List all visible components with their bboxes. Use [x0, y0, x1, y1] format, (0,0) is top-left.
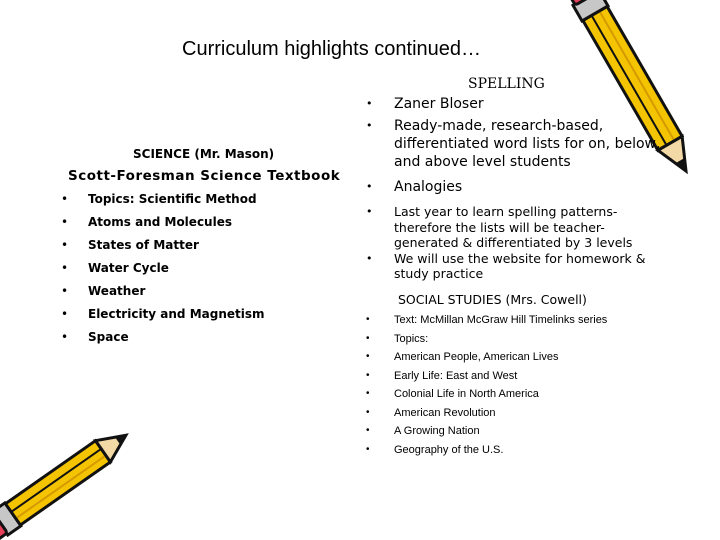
list-item: • We will use the website for homework & study practice: [366, 251, 666, 282]
list-item: • Topics: Scientific Method: [58, 192, 265, 215]
list-item: • Last year to learn spelling patterns- therefore the lists will be teacher-generated & differentiated by 3 levels: [366, 204, 666, 251]
list-item: • Water Cycle: [58, 261, 265, 284]
spelling-heading: SPELLING: [468, 76, 545, 92]
list-item: • Text: McMillan McGraw Hill Timelinks series: [366, 311, 607, 330]
spelling-list: [366, 95, 666, 282]
list-item: • Atoms and Molecules: [58, 215, 265, 238]
list-item: • Geography of the U.S.: [366, 441, 607, 460]
list-item: • Early Life: East and West: [366, 367, 607, 386]
list-item: • Analogies: [366, 178, 666, 196]
list-item: • Weather: [58, 284, 265, 307]
list-item: • American People, American Lives: [366, 348, 607, 367]
list-item: • Ready-made, research-based, differentiated word lists for on, below, and above level students: [366, 117, 666, 171]
science-heading: SCIENCE (Mr. Mason): [133, 147, 275, 161]
social-studies-list: [366, 311, 607, 459]
list-item: • American Revolution: [366, 404, 607, 423]
page-title: Curriculum highlights continued…: [182, 38, 482, 60]
list-item: • Topics:: [366, 330, 607, 349]
list-item: • Electricity and Magnetism: [58, 307, 265, 330]
science-list: [58, 192, 265, 353]
list-item: • Colonial Life in North America: [366, 385, 607, 404]
science-subheading: Scott-Foresman Science Textbook: [68, 168, 341, 184]
list-item: • A Growing Nation: [366, 422, 607, 441]
list-item: • Zaner Bloser: [366, 95, 666, 113]
list-item: • Space: [58, 330, 265, 353]
list-item: • States of Matter: [58, 238, 265, 261]
social-studies-heading: SOCIAL STUDIES (Mrs. Cowell): [398, 292, 587, 307]
pencil-icon: [0, 400, 140, 540]
